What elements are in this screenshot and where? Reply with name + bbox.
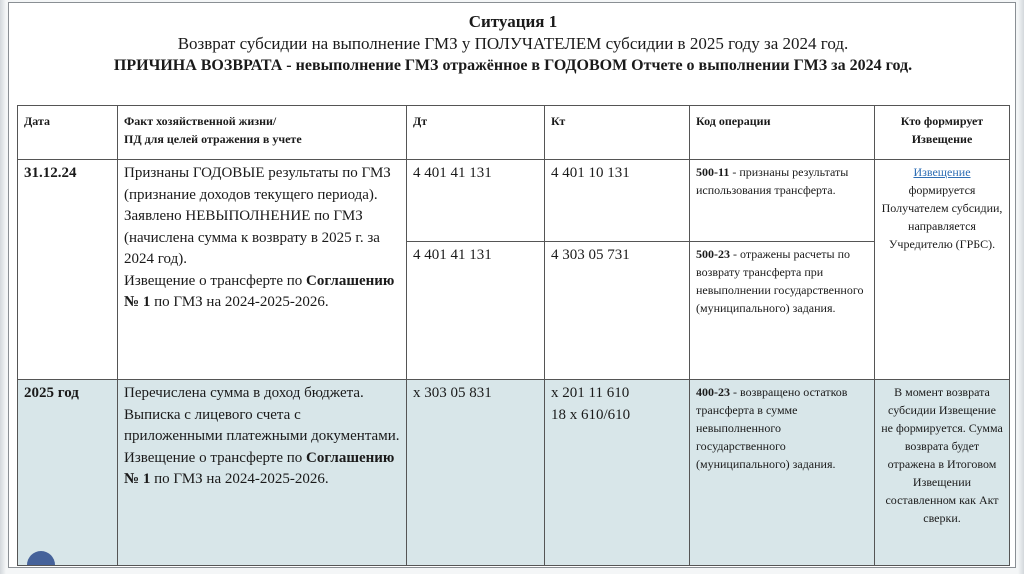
table-header-row <box>18 106 1010 160</box>
col-header-who-line1: Кто формирует <box>900 114 984 128</box>
row2-who: В момент возврата субсидии Извещение не формируется. Сумма возврата будет отражена в Итоговом Извещении составленном как Акт сверки. <box>875 380 1010 566</box>
col-header-dt: Дт <box>407 106 545 160</box>
row2-code <box>690 380 875 566</box>
row2-fact-p3-pre: Извещение о трансферте по <box>124 449 307 466</box>
table-row <box>18 380 1010 566</box>
row1-fact-p3-post: по ГМЗ на 2024-2025-2026. <box>150 294 329 310</box>
row1-fact-p3-pre: Извещение о трансферте по <box>124 272 307 289</box>
col-header-fact <box>118 106 407 160</box>
row2-kt-line1: х 201 11 610 <box>551 385 630 401</box>
row1-date: 31.12.24 <box>18 160 118 380</box>
col-header-code: Код операции <box>690 106 875 160</box>
row2-code-text: - возвращено остатков трансферта в сумме невыполненного государственного (муниципального) задания. <box>696 385 848 471</box>
col-header-kt: Кт <box>545 106 690 160</box>
row1b-code-text: - отражены расчеты по возврату трансферта при невыполнении государственного (муниципального) задания. <box>696 247 864 315</box>
row1b-dt: 4 401 41 131 <box>407 242 545 380</box>
situation-title: Ситуация 1 <box>468 12 558 31</box>
table-row <box>18 160 1010 242</box>
row1a-code-text: - признаны результаты использования трансферта. <box>696 165 849 197</box>
row2-fact <box>118 380 407 566</box>
col-header-date: Дата <box>18 106 118 160</box>
row2-code-number: 400-23 <box>696 385 730 399</box>
row2-fact-p3 <box>124 448 400 491</box>
row1-fact-p2: Заявлено НЕВЫПОЛНЕНИЕ по ГМЗ (начислена сумма к возврату в 2025 г. за 2024 год). <box>124 208 380 267</box>
row2-kt <box>545 380 690 566</box>
col-header-fact-line2: ПД для целей отражения в учете <box>124 132 302 146</box>
row2-fact-p3-post: по ГМЗ на 2024-2025-2026. <box>150 471 329 487</box>
row2-kt-line2: 18 х 610/610 <box>551 406 631 423</box>
slide-header <box>17 7 1009 103</box>
row1a-code <box>690 160 875 242</box>
col-header-fact-line1: Факт хозяйственной жизни/ <box>124 114 277 128</box>
row2-fact-p2: Выписка с лицевого счета с приложенными платежными документами. <box>124 406 400 444</box>
row1b-kt: 4 303 05 731 <box>545 242 690 380</box>
row1a-dt: 4 401 41 131 <box>407 160 545 242</box>
row1a-code-number: 500-11 <box>696 165 730 179</box>
row1-who <box>875 160 1010 380</box>
col-header-who <box>875 106 1010 160</box>
row2-dt: х 303 05 831 <box>407 380 545 566</box>
row1b-code-number: 500-23 <box>696 247 730 261</box>
row1b-code <box>690 242 875 380</box>
slide <box>8 2 1016 568</box>
row1-fact-p1: Признаны ГОДОВЫЕ результаты по ГМЗ (признание доходов текущего периода). <box>124 165 391 203</box>
row2-date: 2025 год <box>18 380 118 566</box>
row1-fact-p3 <box>124 271 400 314</box>
col-header-who-line2: Извещение <box>911 132 973 146</box>
notice-link[interactable]: Извещение <box>913 165 971 179</box>
row1-who-text: формируется Получателем субсидии, направляется Учредителю (ГРБС). <box>881 183 1003 251</box>
row1a-kt: 4 401 10 131 <box>545 160 690 242</box>
row2-fact-p1: Перечислена сумма в доход бюджета. <box>124 385 364 401</box>
row1-fact-p3-bold: Соглашению № 1 <box>124 272 395 310</box>
return-reason: ПРИЧИНА ВОЗВРАТА - невыполнение ГМЗ отражённое в ГОДОВОМ Отчете о выполнении ГМЗ за 2024 год. <box>113 57 913 74</box>
situation-subtitle: Возврат субсидии на выполнение ГМЗ у ПОЛУЧАТЕЛЕМ субсидии в 2025 году за 2024 год. <box>177 34 849 53</box>
row2-fact-p3-bold: Соглашению № 1 <box>124 449 395 487</box>
accounting-table <box>17 105 1010 566</box>
row1-fact <box>118 160 407 380</box>
